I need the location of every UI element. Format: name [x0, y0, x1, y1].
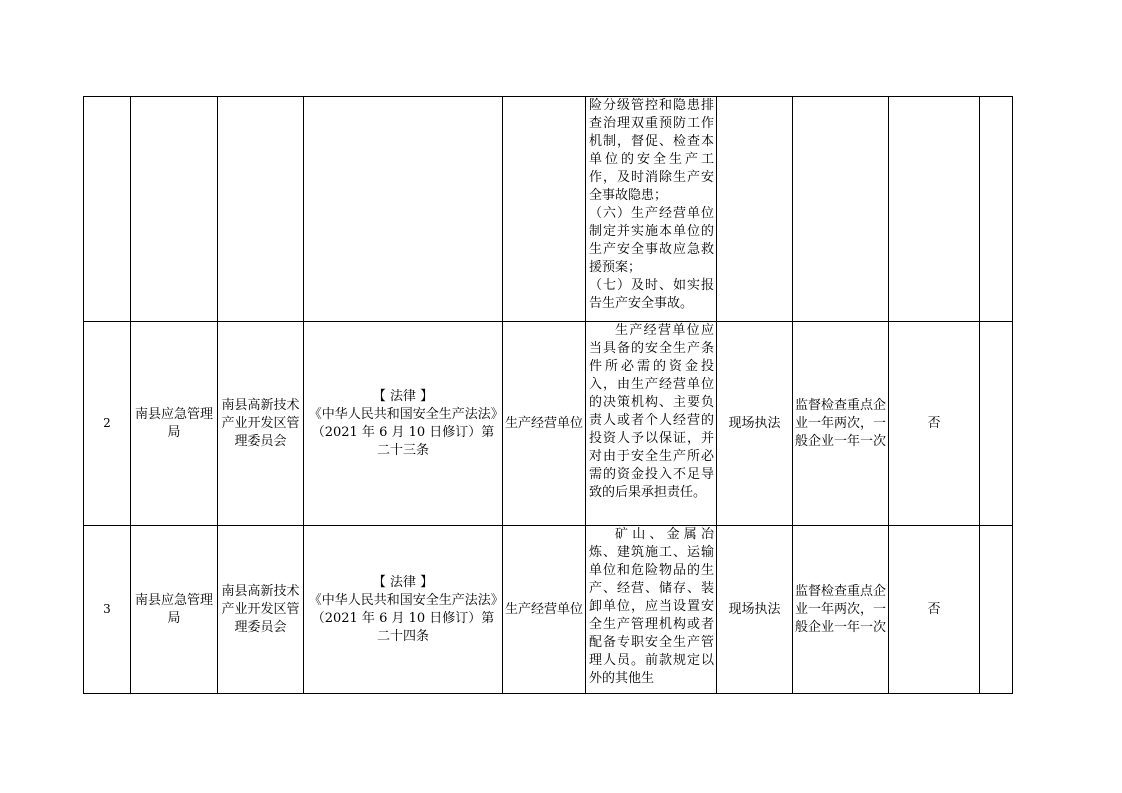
inspection-content-cell — [586, 526, 717, 694]
remark-cell — [980, 97, 1013, 322]
inspection-content-cell — [586, 97, 717, 322]
inspection-frequency-cell — [793, 97, 889, 322]
implementing-agency-cell — [218, 97, 304, 322]
inspection-target-cell: 生产经营单位 — [503, 322, 586, 526]
implementing-agency-cell: 南县高新技术产业开发区管理委员会 — [218, 322, 304, 526]
inspection-frequency-cell: 监督检查重点企业一年两次，一般企业一年一次 — [793, 322, 889, 526]
inspection-content-cell — [586, 322, 717, 526]
content-paragraph: 矿山、金属冶炼、建筑施工、运输单位和危险物品的生产、经营、储存、装卸单位，应当设置安全生产管理机构或者配备专职安全生产管理人员。前款规定以外的其他生 — [589, 527, 714, 686]
flag-cell: 否 — [889, 526, 980, 694]
table-row — [84, 97, 1013, 322]
legal-basis-cell — [304, 97, 503, 322]
department-cell: 南县应急管理局 — [131, 322, 218, 526]
remark-cell — [980, 526, 1013, 694]
department-cell: 南县应急管理局 — [131, 526, 218, 694]
implementing-agency-cell: 南县高新技术产业开发区管理委员会 — [218, 526, 304, 694]
flag-cell — [889, 97, 980, 322]
inspection-method-cell: 现场执法 — [717, 322, 793, 526]
flag-cell: 否 — [889, 322, 980, 526]
inspection-target-cell — [503, 97, 586, 322]
table-row — [84, 526, 1013, 694]
row-number-cell: 2 — [84, 322, 131, 526]
row-number-cell — [84, 97, 131, 322]
inspection-table — [83, 96, 1013, 694]
legal-basis-cell: 【 法律 】 《中华人民共和国安全生产法法》（2021 年 6 月 10 日修订）第二十三条 — [304, 322, 503, 526]
inspection-frequency-cell: 监督检查重点企业一年两次，一般企业一年一次 — [793, 526, 889, 694]
remark-cell — [980, 322, 1013, 526]
legal-basis-cell: 【 法律 】 《中华人民共和国安全生产法法》（2021 年 6 月 10 日修订）第二十四条 — [304, 526, 503, 694]
table-row — [84, 322, 1013, 526]
department-cell — [131, 97, 218, 322]
row-number-cell: 3 — [84, 526, 131, 694]
content-paragraph: （七）及时、如实报告生产安全事故。 — [589, 278, 714, 311]
content-paragraph: 险分级管控和隐患排查治理双重预防工作机制，督促、检查本单位的安全生产工作，及时消除生产安全事故隐患； — [589, 98, 714, 203]
inspection-method-cell: 现场执法 — [717, 526, 793, 694]
content-paragraph: （六）生产经营单位制定并实施本单位的生产安全事故应急救援预案； — [589, 206, 714, 275]
inspection-method-cell — [717, 97, 793, 322]
inspection-target-cell: 生产经营单位 — [503, 526, 586, 694]
content-paragraph: 生产经营单位应当具备的安全生产条件所必需的资金投入，由生产经营单位的决策机构、主要负责人或者个人经营的投资人予以保证，并对由于安全生产所必需的资金投入不足导致的后果承担责任。 — [589, 323, 714, 500]
